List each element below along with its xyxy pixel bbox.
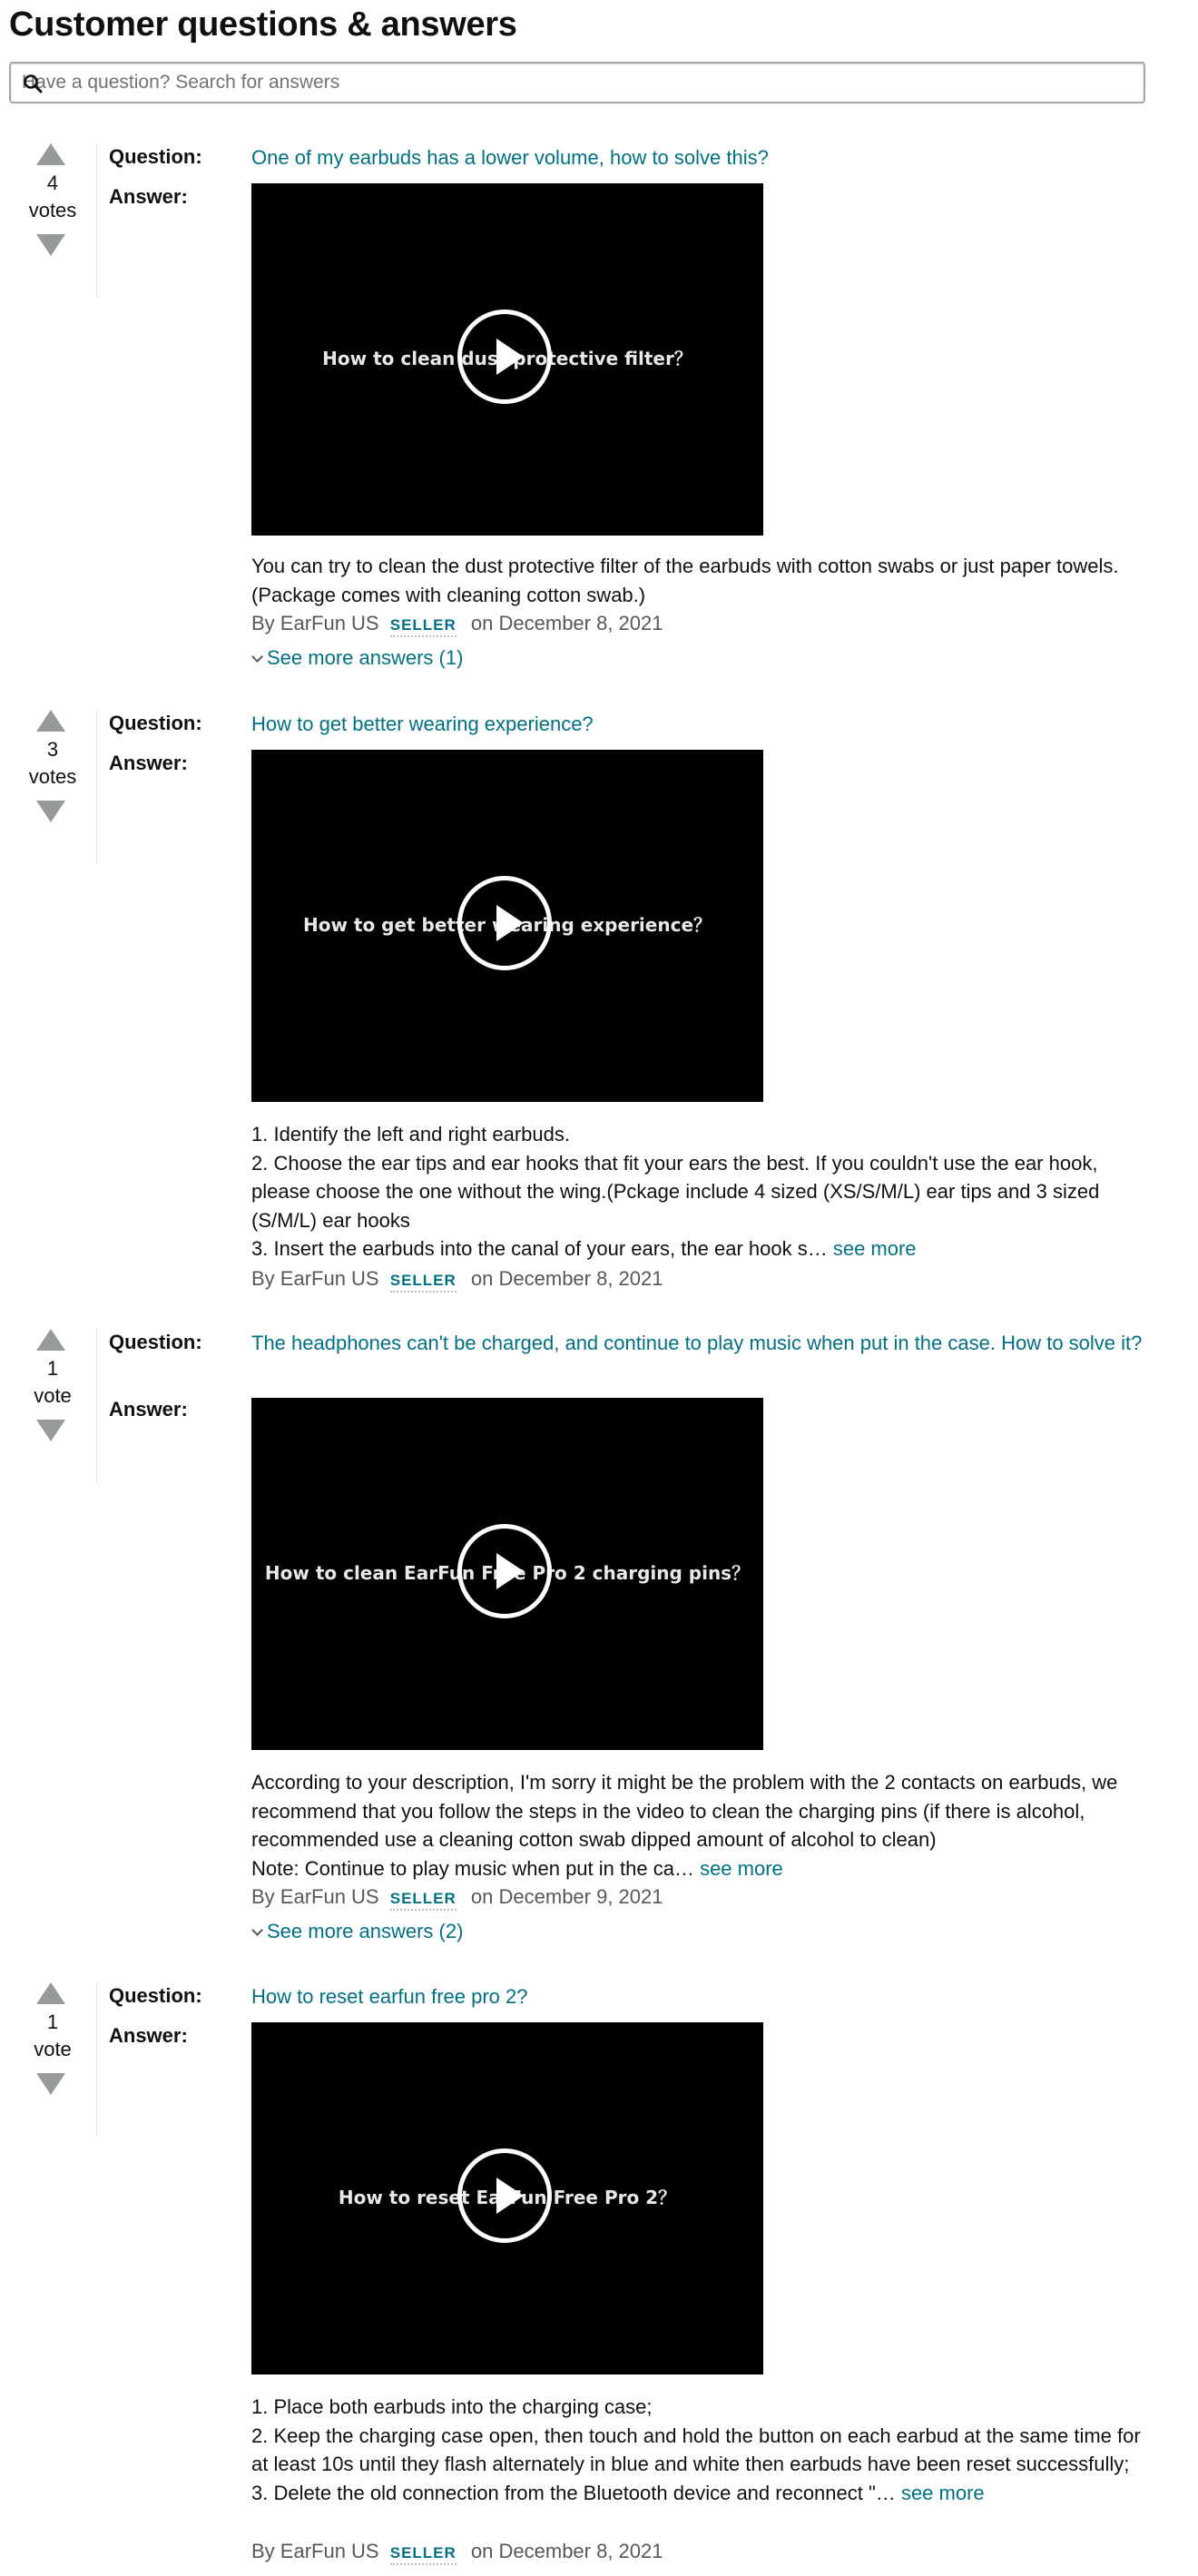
vote-count: 3 (46, 738, 59, 761)
seller-badge[interactable]: SELLER (390, 2543, 457, 2565)
author-name: By EarFun US (251, 2540, 379, 2562)
answer-video[interactable] (251, 2022, 763, 2374)
play-icon[interactable] (457, 876, 552, 970)
see-more-link[interactable]: see more (832, 1237, 917, 1260)
see-more-answers-link[interactable] (251, 644, 463, 672)
answer-video[interactable] (251, 183, 763, 536)
vote-label: vote (34, 2038, 72, 2060)
downvote-arrow-icon[interactable] (36, 1420, 65, 1441)
answer-label: Answer: (109, 2024, 188, 2047)
answer-text (251, 552, 1159, 609)
answer-line: 1. Identify the left and right earbuds. (251, 1123, 571, 1145)
answer-line: According to your description, I'm sorry it might be the problem with the 2 contacts on earbuds, we recommend that you follow the steps in the video to clean the charging pins (if there is alcohol, recommended use a cleaning cotton swab dipped amount of alcohol to clean) (251, 1771, 1118, 1851)
answer-video[interactable] (251, 1398, 763, 1750)
video-caption: How to clean dust protective filter？ (322, 348, 692, 369)
vote-label: votes (28, 765, 77, 788)
video-caption: How to reset EarFun Free Pro 2？ (338, 2187, 677, 2208)
answer-text (251, 1768, 1159, 1883)
question-label: Question: (109, 1984, 202, 2007)
question-link[interactable]: How to reset earfun free pro 2? (251, 1985, 528, 2008)
vote-column (9, 710, 97, 864)
question-link[interactable]: The headphones can't be charged, and continue to play music when put in the case. How to solve it? (251, 1332, 1143, 1354)
answer-byline (251, 610, 663, 637)
question-link[interactable]: How to get better wearing experience? (251, 713, 594, 735)
answer-text (251, 1120, 1159, 1263)
author-name: By EarFun US (251, 1267, 379, 1290)
question-link[interactable]: One of my earbuds has a lower volume, how to solve this? (251, 146, 769, 169)
answer-video[interactable] (251, 750, 763, 1102)
question-label: Question: (109, 1331, 202, 1353)
play-icon[interactable] (457, 310, 552, 404)
vote-count: 1 (46, 2011, 59, 2033)
answer-date: on December 8, 2021 (470, 2540, 663, 2562)
vote-column (9, 1982, 97, 2137)
downvote-arrow-icon[interactable] (36, 801, 65, 822)
see-more-answers-link[interactable] (251, 1918, 463, 1945)
question-label: Question: (109, 712, 202, 734)
upvote-arrow-icon[interactable] (36, 143, 65, 165)
video-caption: How to get better wearing experience？ (302, 914, 712, 936)
answer-line: 1. Place both earbuds into the charging case; (251, 2395, 653, 2418)
answer-byline (251, 1883, 663, 1911)
answer-byline (251, 2538, 663, 2565)
play-icon[interactable] (457, 2148, 552, 2243)
see-more-answers-label: See more answers (2) (267, 1920, 464, 1942)
answer-date: on December 8, 2021 (470, 612, 663, 634)
answer-line: 2. Choose the ear tips and ear hooks that fit your ears the best. If you couldn't use the ear hook, please choose the one without the wing.(Pckage include 4 sized (XS/S/M/L) ear tips and 3 sized (S/M/L) ear hooks (251, 1151, 1100, 1232)
answer-line: You can try to clean the dust protective filter of the earbuds with cotton swabs or just paper towels.(Package comes with cleaning cotton swab.) (251, 555, 1119, 606)
author-name: By EarFun US (251, 1885, 379, 1908)
answer-line: Note: Continue to play music when put in the ca… see more (251, 1856, 783, 1880)
answer-byline (251, 1265, 663, 1293)
question-label: Question: (109, 145, 202, 168)
vote-label: vote (34, 1384, 72, 1407)
vote-column (9, 143, 97, 298)
see-more-link[interactable]: see more (700, 1856, 783, 1880)
answer-line: 2. Keep the charging case open, then touch and hold the button on each earbud at the same time for at least 10s until they flash alternately in blue and white then earbuds have been reset successfully; (251, 2424, 1141, 2475)
chevron-down-icon (251, 1924, 263, 1936)
search-input[interactable] (11, 64, 1100, 102)
see-more-answers-label: See more answers (1) (267, 646, 464, 669)
downvote-arrow-icon[interactable] (36, 234, 65, 256)
see-more-link[interactable]: see more (900, 2481, 985, 2504)
page-title: Customer questions & answers (9, 5, 517, 44)
answer-text (251, 2393, 1159, 2507)
answer-line: 3. Delete the old connection from the Bluetooth device and reconnect "… see more (251, 2481, 985, 2504)
search-icon (22, 73, 44, 94)
seller-badge[interactable]: SELLER (390, 1271, 457, 1293)
upvote-arrow-icon[interactable] (36, 1982, 65, 2004)
answer-label: Answer: (109, 752, 188, 774)
seller-badge[interactable]: SELLER (390, 615, 457, 637)
vote-count: 4 (46, 172, 59, 194)
author-name: By EarFun US (251, 612, 379, 634)
seller-badge[interactable]: SELLER (390, 1889, 457, 1911)
video-caption: How to clean EarFun Free Pro 2 charging pins？ (264, 1562, 751, 1584)
upvote-arrow-icon[interactable] (36, 1329, 65, 1351)
vote-count: 1 (46, 1357, 59, 1380)
upvote-arrow-icon[interactable] (36, 710, 65, 732)
answer-date: on December 8, 2021 (470, 1267, 663, 1290)
play-icon[interactable] (457, 1524, 552, 1618)
downvote-arrow-icon[interactable] (36, 2073, 65, 2095)
answer-label: Answer: (109, 1398, 188, 1421)
vote-column (9, 1329, 97, 1483)
answer-date: on December 9, 2021 (470, 1885, 663, 1908)
answer-label: Answer: (109, 185, 188, 208)
vote-label: votes (28, 199, 77, 221)
search-box[interactable] (9, 62, 1145, 103)
answer-line: 3. Insert the earbuds into the canal of your ears, the ear hook s… see more (251, 1237, 917, 1260)
chevron-down-icon (251, 651, 263, 663)
